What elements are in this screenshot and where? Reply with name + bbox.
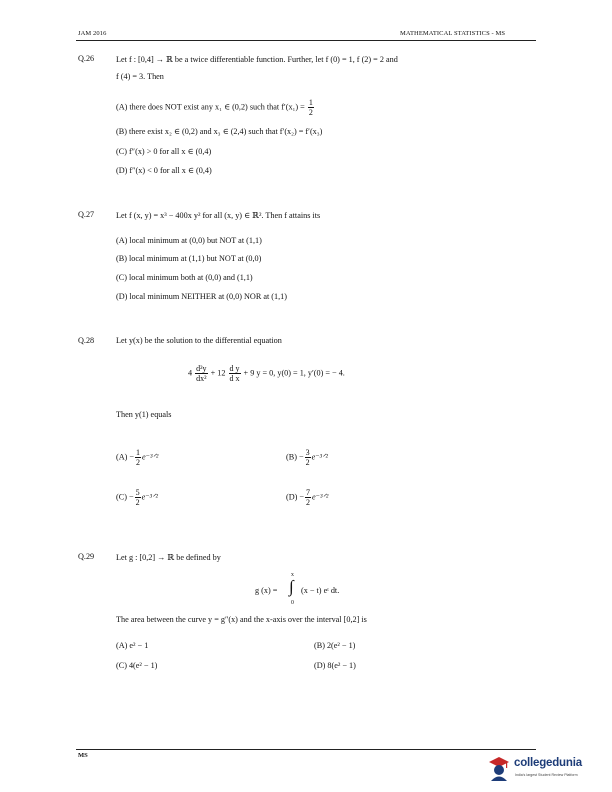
graduate-icon (487, 755, 511, 781)
option-exponential: e⁻³ᐟ² (312, 492, 329, 502)
fraction-numerator: 5 (135, 488, 140, 497)
option-fraction (135, 488, 141, 507)
fraction-denominator: d x (229, 374, 240, 383)
q28-differential-equation (188, 364, 345, 383)
footer-code: MS (78, 752, 88, 759)
integral-sign: ∫ (289, 577, 294, 596)
q29-option-d: (D) 8(e² − 1) (314, 661, 356, 670)
option-sign: − (128, 492, 134, 502)
q28-stem: Let y(x) be the solution to the differential equation (116, 336, 282, 345)
eq-tail: + 9 y = 0, y(0) = 1, y′(0) = − 4. (243, 368, 345, 378)
q26-stem-line-1: Let f : [0,4] → ℝ be a twice differentiable function. Further, let f (0) = 1, f (2) = 2 and (116, 55, 398, 64)
option-sign: − (298, 452, 304, 462)
collegedunia-logo (487, 752, 607, 788)
header-paper-title: MATHEMATICAL STATISTICS - MS (400, 30, 506, 37)
option-label: (D) (286, 492, 298, 502)
q26-option-d: (D) f″(x) < 0 for all x ∈ (0,4) (116, 166, 212, 175)
question-number-27: Q.27 (78, 210, 95, 219)
fraction-numerator: 1 (308, 98, 313, 107)
question-number-28: Q.28 (78, 336, 95, 345)
option-label: (B) (286, 452, 297, 462)
integral-lower-limit: 0 (291, 600, 294, 606)
q26-option-b: (B) there exist x₂ ∈ (0,2) and x₃ ∈ (2,4) such that f′(x₂) = f′(x₃) (116, 127, 323, 136)
q29-option-b: (B) 2(e² − 1) (314, 641, 356, 650)
fraction-denominator: 2 (306, 498, 311, 507)
option-sign: − (129, 452, 135, 462)
footer-rule (76, 749, 536, 750)
q28-option-b (286, 448, 328, 467)
q28-option-d (286, 488, 328, 507)
eq-middle-term: + 12 (210, 368, 226, 378)
option-exponential: e⁻³ᐟ² (311, 452, 328, 462)
q29-option-c: (C) 4(e² − 1) (116, 661, 158, 670)
fraction-denominator: 2 (305, 458, 310, 467)
q27-option-b: (B) local minimum at (1,1) but NOT at (0,0) (116, 254, 262, 263)
q26-option-a-fraction (308, 98, 314, 117)
option-label: (A) (116, 452, 128, 462)
eq-coefficient: 4 (188, 368, 193, 378)
fraction-numerator: 3 (305, 448, 310, 457)
q29-option-a: (A) e² − 1 (116, 641, 149, 650)
fraction-denominator: 2 (135, 498, 140, 507)
eq-second-derivative (195, 364, 207, 383)
q27-option-a: (A) local minimum at (0,0) but NOT at (1,1) (116, 236, 262, 245)
integral-upper-limit: x (291, 572, 294, 578)
fraction-denominator: 2 (308, 108, 313, 117)
question-number-26: Q.26 (78, 54, 95, 63)
header-exam-name: JAM 2016 (78, 30, 107, 37)
option-exponential: e⁻³ᐟ² (141, 492, 158, 502)
q29-area-statement: The area between the curve y = g″(x) and the x-axis over the interval [0,2] is (116, 615, 367, 624)
q26-option-c: (C) f″(x) > 0 for all x ∈ (0,4) (116, 147, 212, 156)
fraction-denominator: 2 (136, 458, 141, 467)
q27-option-c: (C) local minimum both at (0,0) and (1,1) (116, 273, 253, 282)
q27-option-d: (D) local minimum NEITHER at (0,0) NOR at (1,1) (116, 292, 287, 301)
q27-stem: Let f (x, y) = x³ − 400x y² for all (x, y) ∈ ℝ². Then f attains its (116, 211, 321, 220)
q26-stem-line-2: f (4) = 3. Then (116, 72, 164, 81)
fraction-numerator: d y (229, 364, 240, 373)
def-lhs: g (x) = (255, 586, 278, 595)
q26-option-a-text: (A) there does NOT exist any x₁ ∈ (0,2) such that f′(x₁) = (116, 102, 305, 112)
fraction-numerator: d²y (196, 364, 207, 373)
q28-option-a (116, 448, 158, 467)
fraction-numerator: 1 (136, 448, 141, 457)
option-label: (C) (116, 492, 127, 502)
q26-option-a (116, 98, 315, 117)
eq-first-derivative (229, 364, 241, 383)
option-exponential: e⁻³ᐟ² (142, 452, 159, 462)
option-sign: − (299, 492, 305, 502)
option-fraction (305, 448, 311, 467)
def-integrand: (x − t) eᵗ dt. (301, 586, 340, 595)
fraction-denominator: dx² (196, 374, 207, 383)
option-fraction (135, 448, 141, 467)
logo-wordmark: collegedunia (514, 757, 582, 769)
question-number-29: Q.29 (78, 552, 95, 561)
option-fraction (305, 488, 311, 507)
fraction-numerator: 7 (306, 488, 311, 497)
q28-then: Then y(1) equals (116, 410, 172, 419)
logo-tagline: India's largest Student Review Platform (515, 773, 578, 777)
q28-option-c (116, 488, 158, 507)
header-rule (76, 40, 536, 41)
q29-stem: Let g : [0,2] → ℝ be defined by (116, 553, 221, 562)
